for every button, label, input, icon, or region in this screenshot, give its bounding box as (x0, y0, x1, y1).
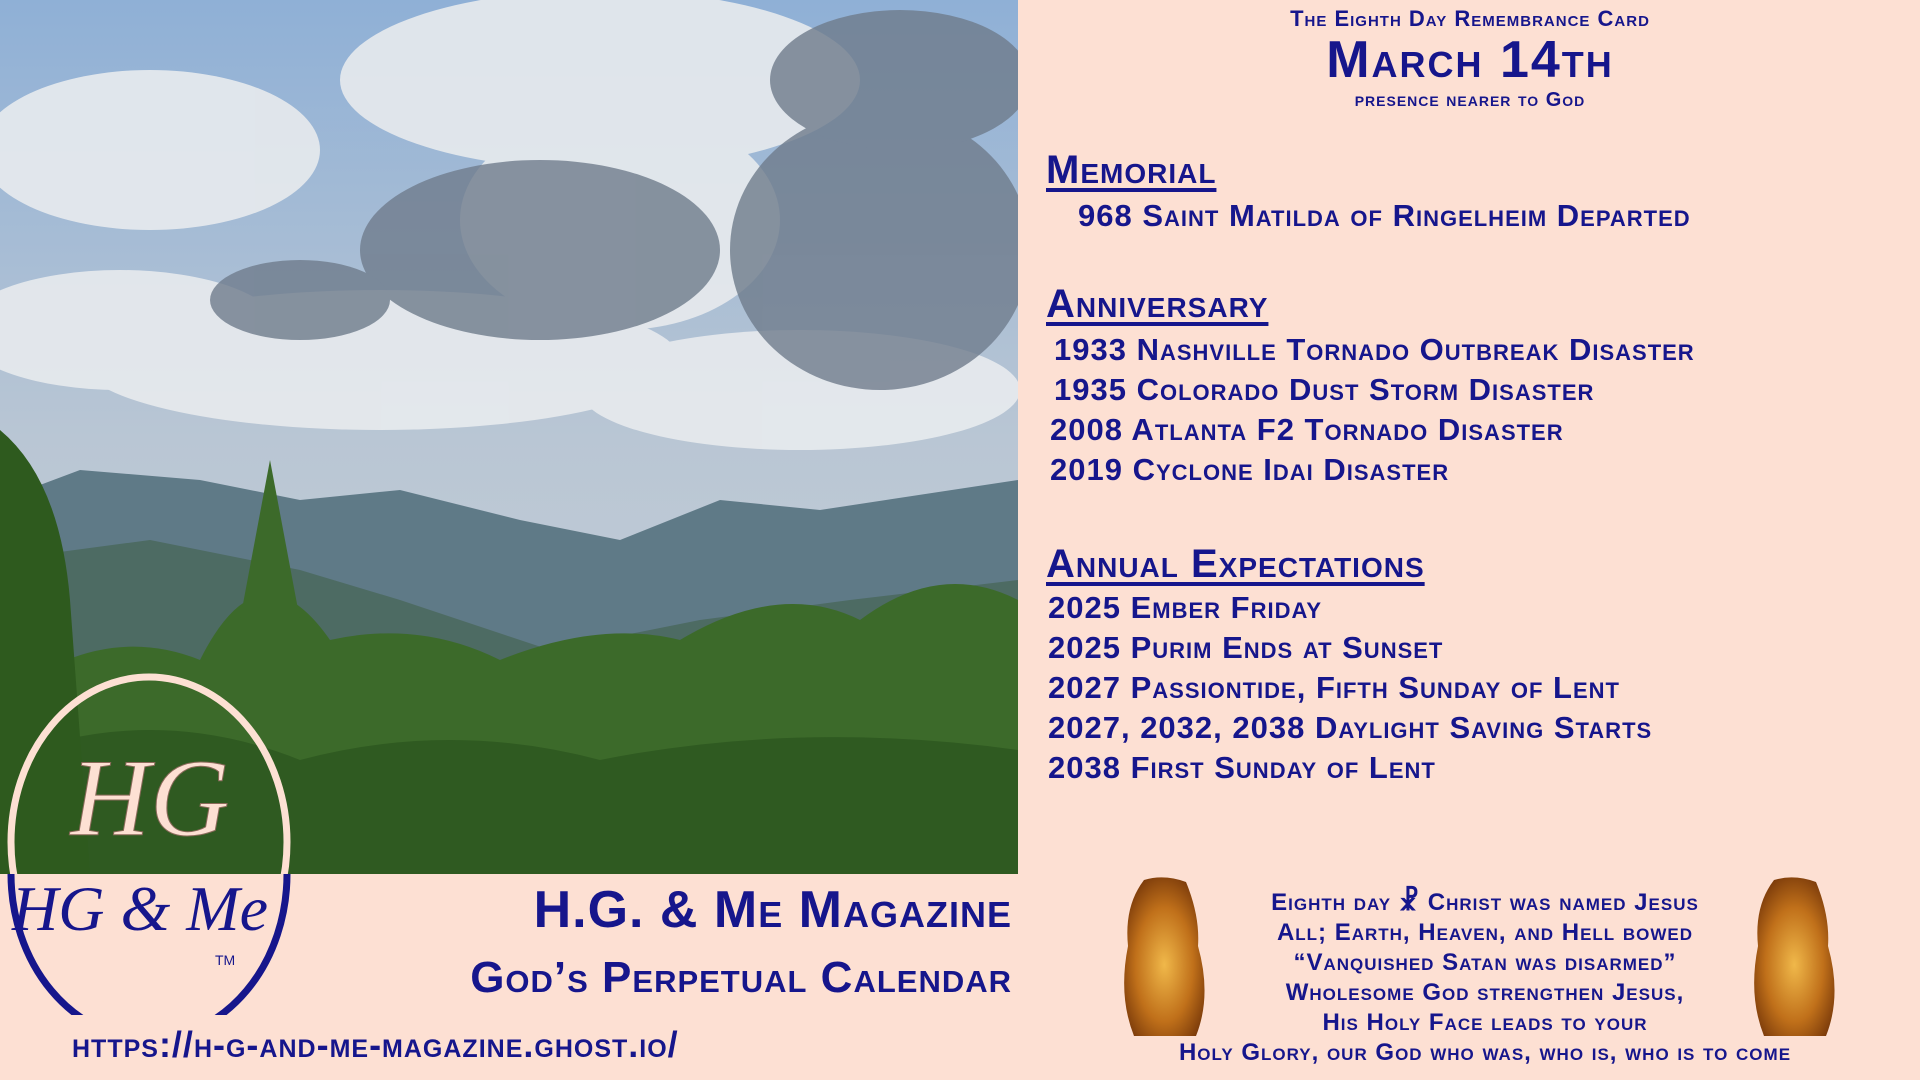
magazine-url-link[interactable]: https://h-g-and-me-magazine.ghost.io/ (72, 1024, 679, 1065)
anniversary-item: 1933 Nashville Tornado Outbreak Disaster (1054, 332, 1695, 367)
expectation-item: 2027 Passiontide, Fifth Sunday of Lent (1048, 670, 1620, 705)
poem-line-part: Eighth day (1271, 889, 1392, 916)
anniversary-heading: Anniversary (1046, 282, 1269, 326)
card-title: The Eighth Day Remembrance Card (1290, 6, 1650, 31)
memorial-heading: Memorial (1046, 148, 1217, 192)
calendar-name: God’s Perpetual Calendar (470, 953, 1012, 1002)
anniversary-item: 2019 Cyclone Idai Disaster (1050, 452, 1450, 487)
expectations-heading: Annual Expectations (1046, 542, 1425, 586)
subtitle: presence nearer to God (1354, 89, 1586, 111)
poem (1100, 886, 1870, 1068)
anniversary-item: 2008 Atlanta F2 Tornado Disaster (1050, 412, 1564, 447)
expectation-item: 2025 Purim Ends at Sunset (1048, 630, 1444, 665)
poem-line: “Vanquished Satan was disarmed” (1293, 949, 1677, 976)
anniversary-item: 1935 Colorado Dust Storm Disaster (1054, 372, 1595, 407)
hg-me-logo (0, 665, 300, 1015)
poem-line: His Holy Face leads to your (1322, 1009, 1648, 1036)
svg-text:HG: HG (70, 737, 230, 859)
expectation-item: 2025 Ember Friday (1048, 590, 1323, 625)
poem-line: Holy Glory, our God who was, who is, who is to come (1178, 1039, 1792, 1066)
poem-line: Wholesome God strengthen Jesus, (1285, 979, 1685, 1006)
poem-line-part: Christ was named Jesus (1427, 889, 1699, 916)
memorial-item: 968 Saint Matilda of Ringelheim Departed (1078, 198, 1691, 233)
trademark: TM (215, 952, 236, 968)
date-heading: March 14th (1326, 31, 1614, 89)
poem-line (1100, 886, 1870, 918)
chi-rho-icon: ☧ (1398, 886, 1421, 916)
expectation-item: 2038 First Sunday of Lent (1048, 750, 1436, 785)
poem-line: All; Earth, Heaven, and Hell bowed (1276, 919, 1694, 946)
magazine-name: H.G. & Me Magazine (533, 881, 1012, 939)
expectation-item: 2027, 2032, 2038 Daylight Saving Starts (1048, 710, 1653, 745)
logo-text: HG & Me (12, 873, 268, 944)
